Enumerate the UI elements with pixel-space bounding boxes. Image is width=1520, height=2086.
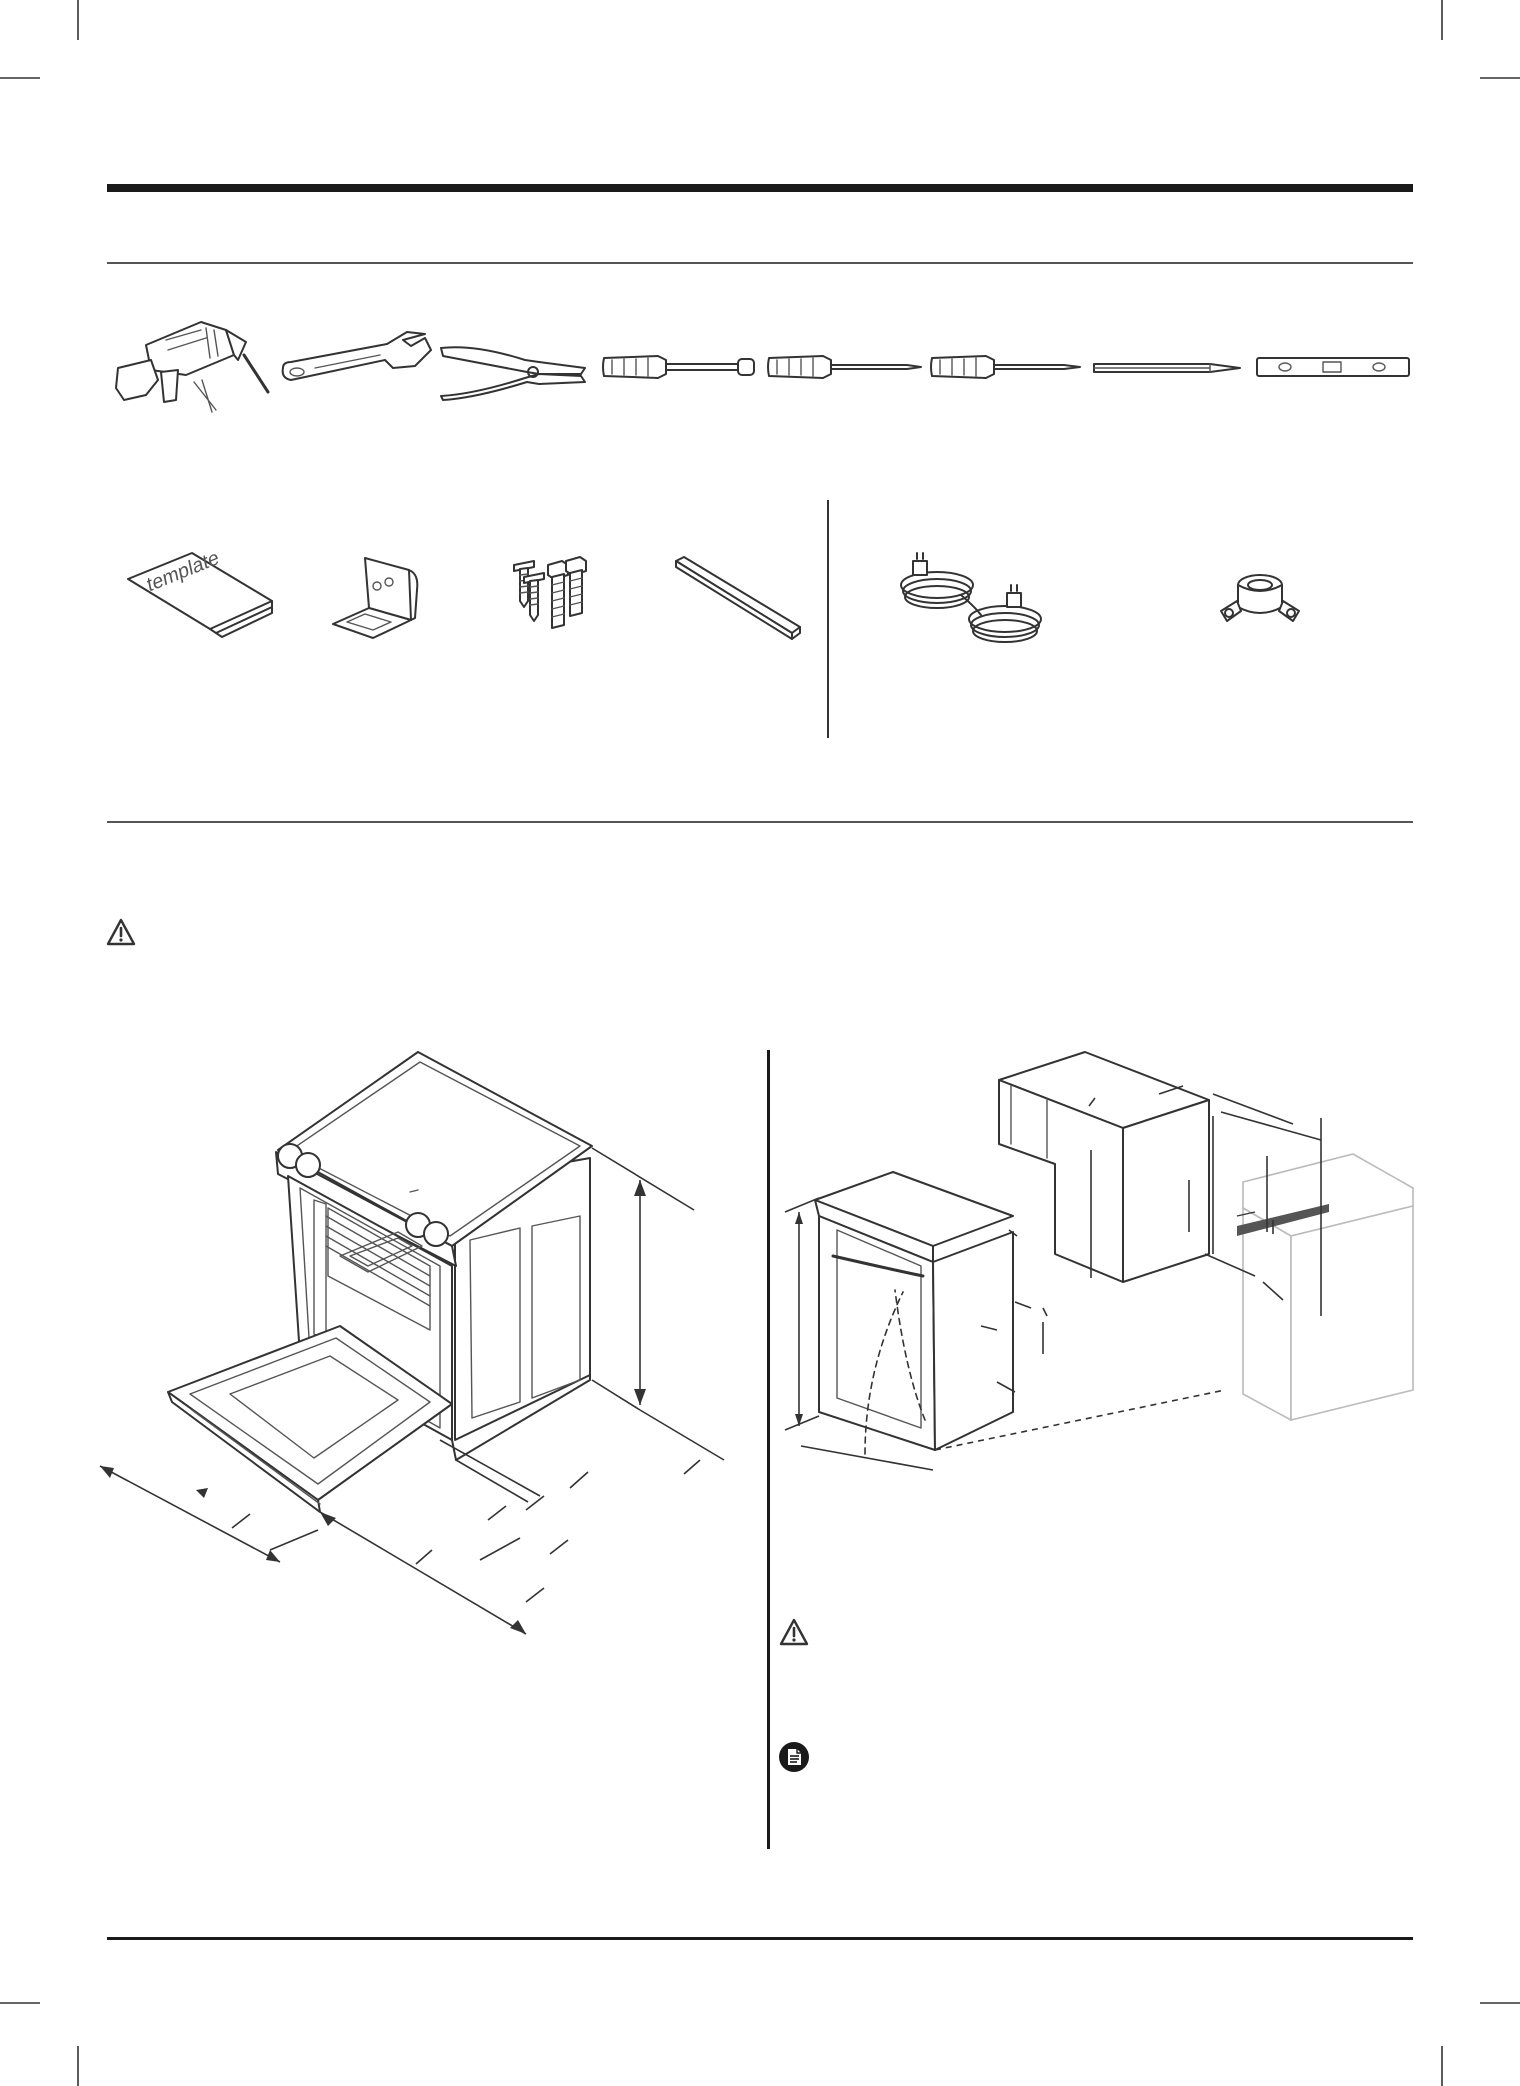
strain-relief-icon	[1215, 565, 1305, 640]
adjustable-wrench-icon	[275, 330, 435, 390]
warning-triangle-icon	[106, 918, 136, 946]
range-dimensions-diagram	[100, 1040, 740, 1640]
footer-rule	[107, 1937, 1413, 1940]
anti-tip-bracket-icon	[325, 550, 430, 640]
screws-and-bolts-icon	[510, 555, 590, 635]
tools-row	[100, 300, 1420, 420]
diagram-divider	[767, 1050, 770, 1849]
installation-space-diagram	[785, 1040, 1415, 1480]
section-rule-clearances	[107, 821, 1413, 823]
parts-divider	[827, 500, 829, 738]
template-label: template	[145, 546, 221, 597]
section-rule-tools	[107, 262, 1413, 264]
warning-triangle-icon-2	[779, 1618, 809, 1646]
power-cord-icon	[895, 555, 1055, 655]
phillips-screwdriver-icon	[928, 350, 1088, 384]
flat-screwdriver-icon	[765, 350, 925, 384]
level-icon	[1255, 350, 1415, 384]
drill-icon	[106, 300, 266, 415]
header-thick-rule	[107, 184, 1413, 192]
trim-strip-icon	[670, 555, 805, 645]
socket-driver-icon	[600, 350, 760, 384]
note-icon	[778, 1741, 810, 1773]
pliers-icon	[435, 338, 590, 398]
pencil-icon	[1090, 356, 1250, 380]
template-sheet-icon	[120, 545, 280, 645]
